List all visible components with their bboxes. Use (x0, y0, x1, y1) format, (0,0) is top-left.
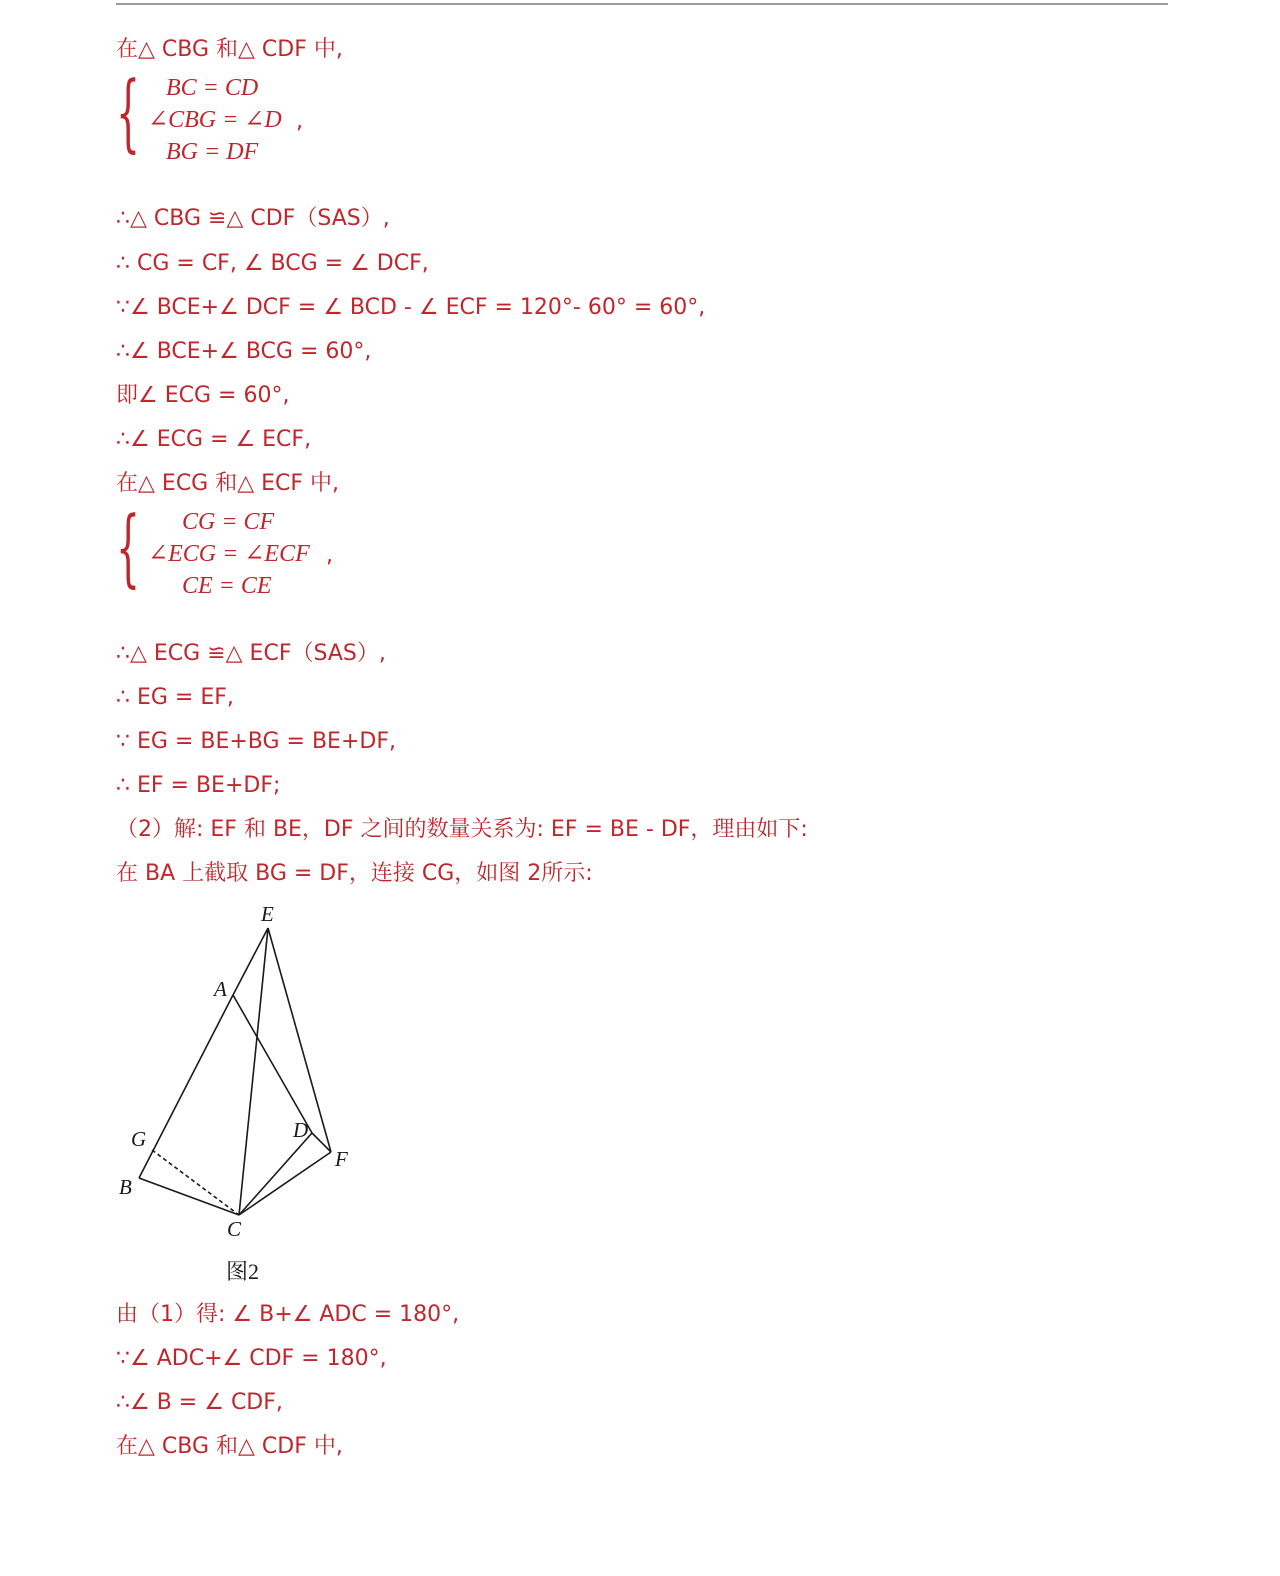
segment-GC-dashed (152, 1150, 239, 1215)
text-line: ∴ CG = CF, ∠ BCG = ∠ DCF, (116, 251, 429, 276)
left-brace-icon: { (116, 63, 141, 161)
top-rule (116, 3, 1168, 5)
text-line: 即∠ ECG = 60°, (116, 383, 290, 408)
text-line: 在△ CBG 和△ CDF 中, (116, 1434, 343, 1459)
text-line: 在△ ECG 和△ ECF 中, (116, 471, 340, 496)
text-line: ∴∠ BCE+∠ BCG = 60°, (116, 339, 372, 364)
segment-DC (239, 1133, 312, 1215)
label-D: D (293, 1118, 309, 1142)
text-line: ∴ EF = BE+DF; (116, 773, 281, 798)
segment-AD (233, 995, 312, 1133)
segment-BC (139, 1178, 239, 1215)
text-line: ∴∠ B = ∠ CDF, (116, 1390, 283, 1415)
geometry-figure (100, 895, 380, 1290)
equation: ∠CBG = ∠D (148, 107, 282, 133)
label-F: F (335, 1147, 348, 1171)
text-line: ∴△ ECG ≌△ ECF（SAS）, (116, 641, 386, 666)
system-comma: , (296, 109, 303, 134)
label-G: G (131, 1127, 147, 1151)
text-line: ∴ EG = EF, (116, 685, 234, 710)
equation: BG = DF (166, 139, 259, 165)
equation: CE = CE (182, 573, 272, 599)
label-A: A (214, 977, 227, 1001)
segment-EC (239, 928, 268, 1215)
text-line: ∴∠ ECG = ∠ ECF, (116, 427, 312, 452)
label-B: B (119, 1175, 132, 1199)
equation: BC = CD (166, 75, 259, 101)
text-line: 在 BA 上截取 BG = DF，连接 CG，如图 2所示: (116, 861, 593, 886)
figure-caption: 图2 (226, 1259, 260, 1284)
equation: CG = CF (182, 509, 275, 535)
text-line: ∴△ CBG ≌△ CDF（SAS）, (116, 206, 390, 231)
text-line: 由（1）得: ∠ B+∠ ADC = 180°, (116, 1302, 460, 1327)
left-brace-icon: { (116, 498, 141, 596)
label-C: C (227, 1217, 242, 1241)
equation: ∠ECG = ∠ECF (148, 541, 310, 567)
text-line: ∵∠ ADC+∠ CDF = 180°, (116, 1346, 387, 1371)
text-line: ∵∠ BCE+∠ DCF = ∠ BCD - ∠ ECF = 120°- 60° = 60°, (116, 295, 706, 320)
text-line: ∵ EG = BE+BG = BE+DF, (116, 729, 396, 754)
text-line: （2）解: EF 和 BE，DF 之间的数量关系为: EF = BE - DF，理由如下: (116, 817, 808, 842)
segment-CF (239, 1152, 331, 1215)
text-line: 在△ CBG 和△ CDF 中, (116, 37, 343, 62)
system-comma: , (326, 543, 333, 568)
label-E: E (261, 902, 274, 926)
